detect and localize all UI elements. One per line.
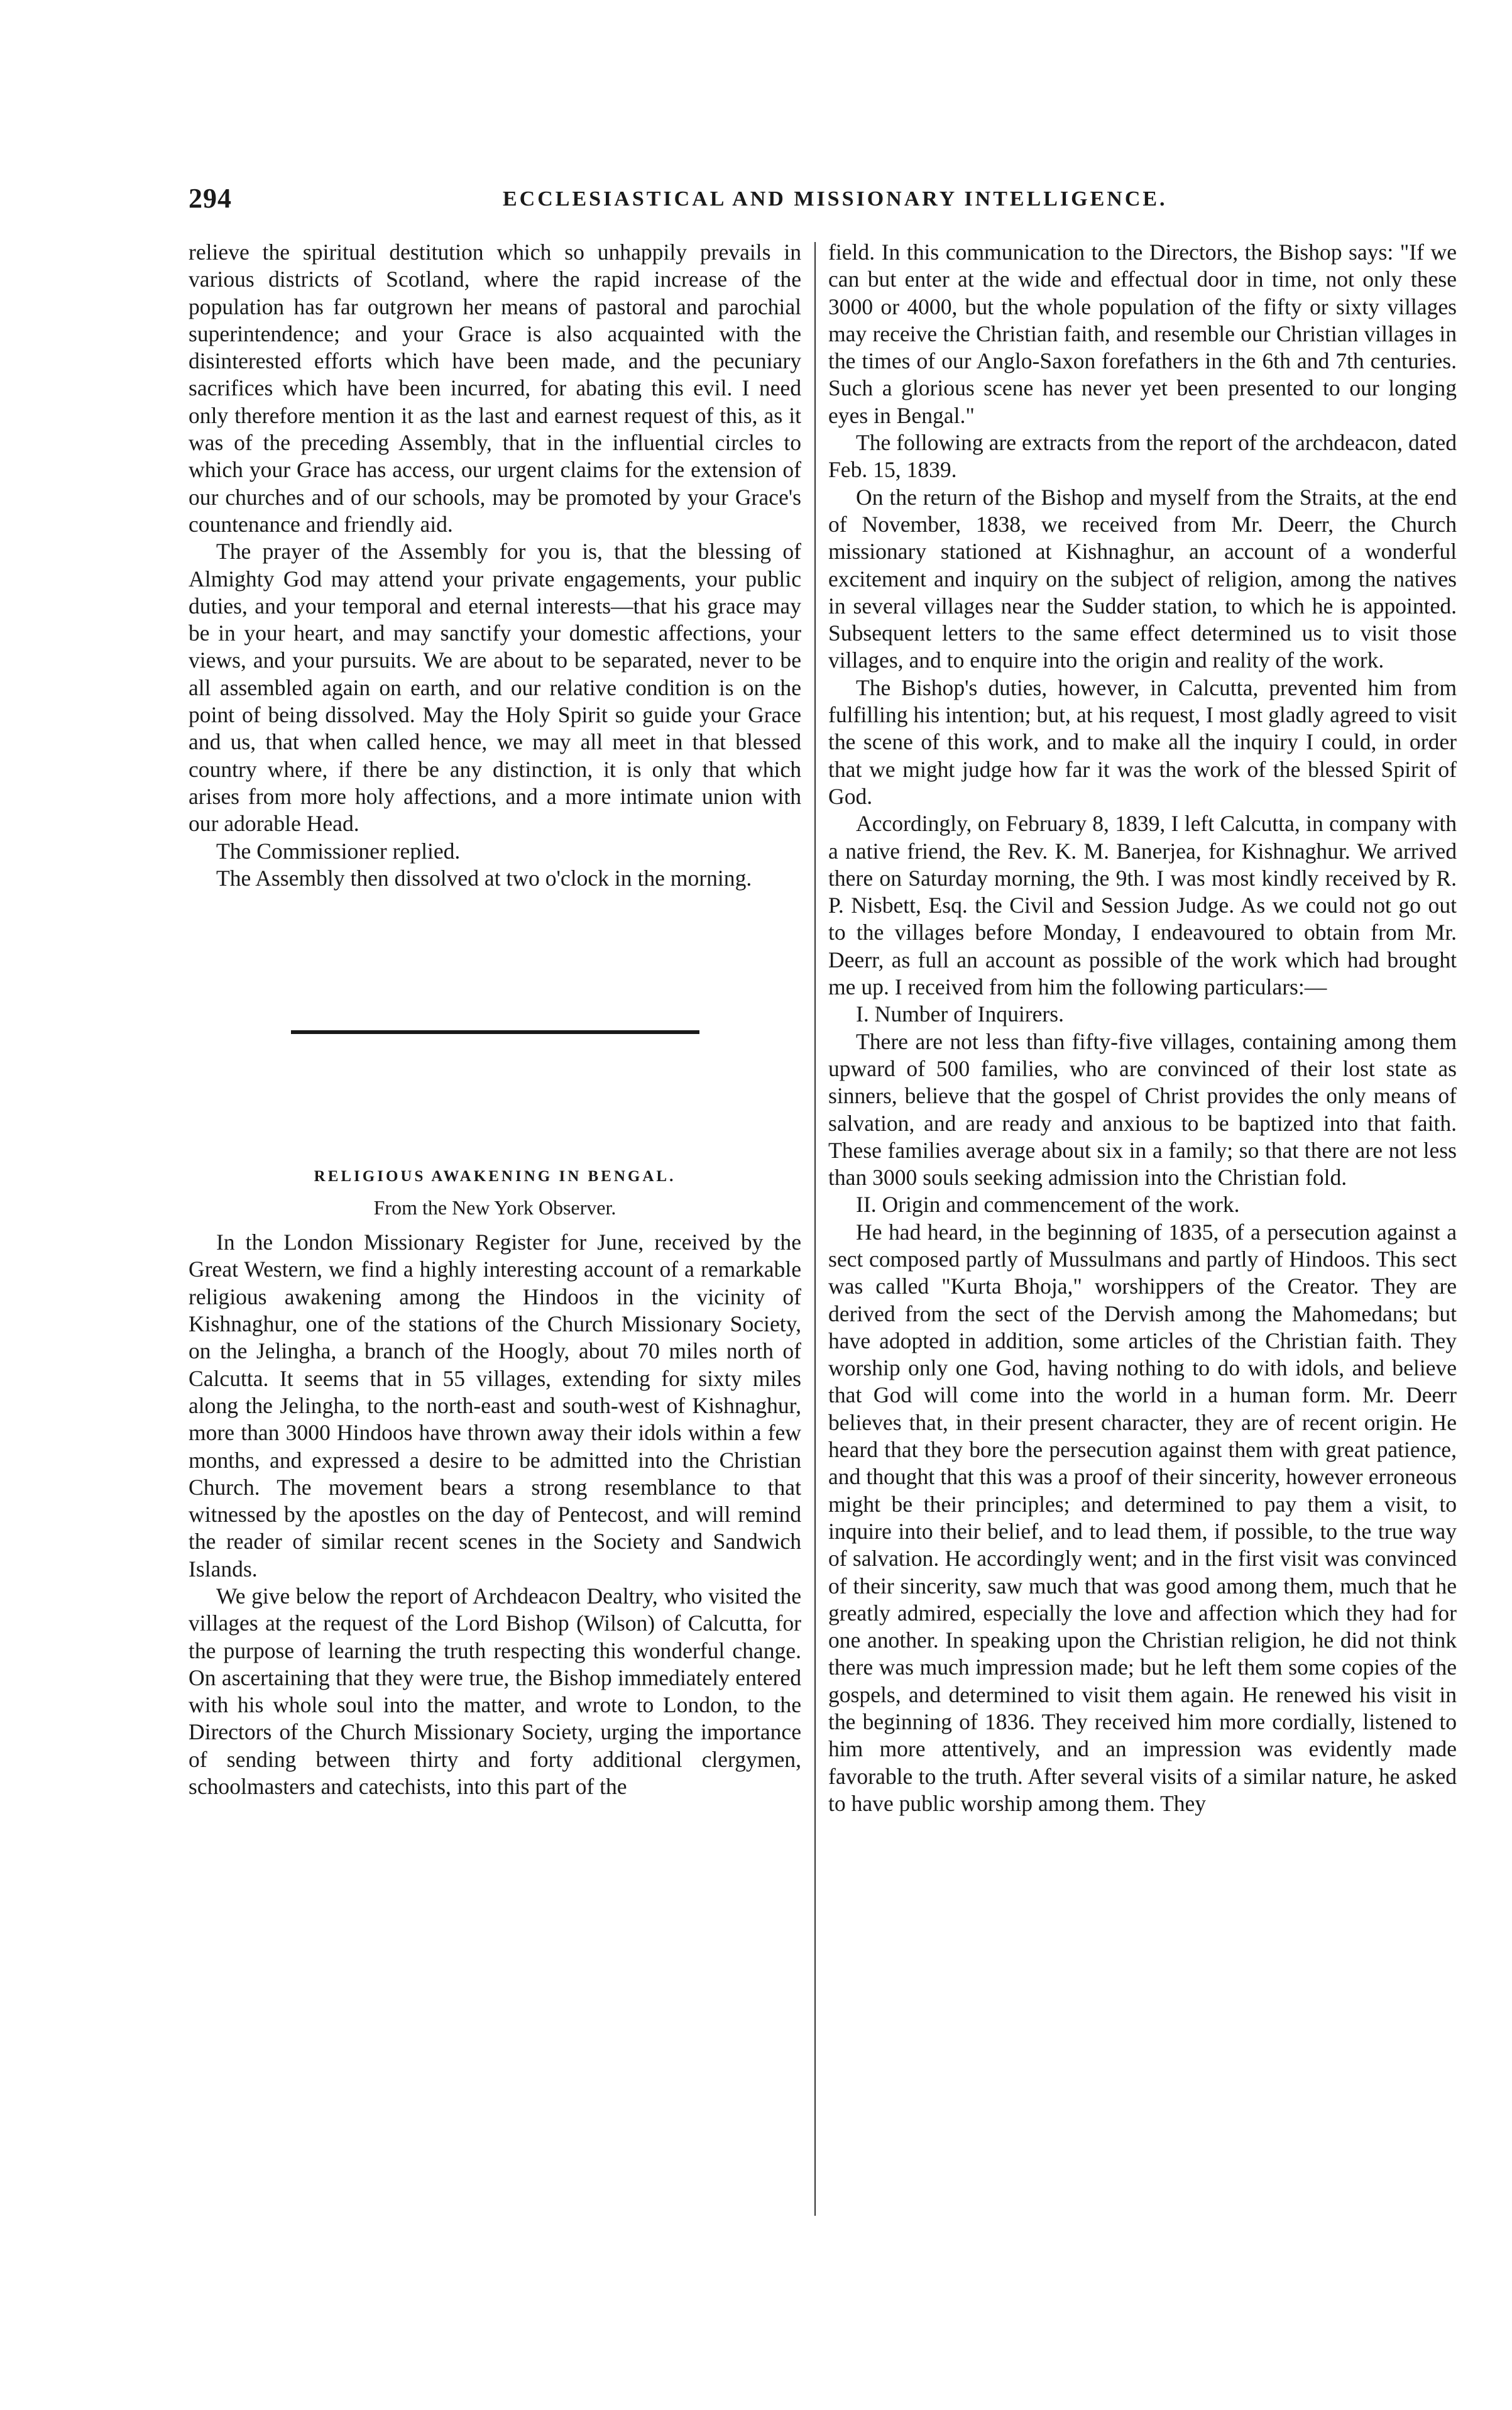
paragraph: The Assembly then dissolved at two o'clock in the morning. [216,865,752,891]
subheading: II. Origin and commencement of the work. [856,1192,1240,1218]
paragraph: In the London Missionary Register for June, received by the Great Western, we find a highly interesting account of a remarkable religious awakening among the Hindoos in the vicinity of Kishnaghur, one of the stations of the Church Missionary Society, on the Jelingha, a branch of the Hoogly, about 70 miles north of Calcutta. It seems that in 55 villages, extending for sixty miles along the Jelingha, to the north-east and south-west of Kishnaghur, more than 3000 Hindoos have thrown away their idols within a few months, and expressed a desire to be admitted into the Christian Church. The movement bears a strong resemblance to that witnessed by the apostles on the day of Pentecost, and will remind the reader of similar recent scenes in the Society and Sandwich Islands. [189,1230,801,1582]
page-number: 294 [189,183,232,214]
paragraph: There are not less than fifty-five villages, containing among them upward of 500 families, who are convinced of their lost state as sinners, believe that the gospel of Christ provides the only means of salvation, and are ready and anxious to be baptized into that faith. These families average about six in a family; so that there are not less than 3000 souls seeking admission into the Christian fold. [828,1028,1457,1191]
paragraph: On the return of the Bishop and myself from the Straits, at the end of November, 1838, we received from Mr. Deerr, the Church missionary stationed at Kishnaghur, an account of a wonderful excitement and inquiry on the subject of religion, among the natives in several villages near the Sudder station, to which he is appointed. Subsequent letters to the same effect determined us to visit those villages, and to enquire into the origin and reality of the work. [828,484,1457,673]
article-title: RELIGIOUS AWAKENING IN BENGAL. [314,1168,676,1186]
page-header [189,182,1461,220]
running-head: ECCLESIASTICAL AND MISSIONARY INTELLIGENCE. [503,187,1168,211]
paragraph: Accordingly, on February 8, 1839, I left Calcutta, in company with a native friend, the Rev. K. M. Banerjea, for Kishnaghur. We arrived there on Saturday morning, the 9th. I was most kindly received by R. P. Nisbett, Esq. the Civil and Session Judge. As we could not go out to the villages before Monday, I endeavoured to obtain from Mr. Deerr, as full an account as possible of the work which had brought me up. I received from him the following particulars:— [828,811,1457,1000]
paragraph: The prayer of the Assembly for you is, that the blessing of Almighty God may attend your private engagements, your public duties, and your temporal and eternal interests—that his grace may be in your heart, and may sanctify your domestic affections, your views, and your pursuits. We are about to be separated, never to be all assembled again on earth, and our relative condition is on the point of being dissolved. May the Holy Spirit so guide your Grace and us, that when called hence, we may all meet in that blessed country where, if there be any distinction, it is only that which arises from more holy affections, and a more intimate union with our adorable Head. [189,539,801,837]
article-source: From the New York Observer. [373,1196,616,1219]
paragraph: We give below the report of Archdeacon Dealtry, who visited the villages at the request of the Lord Bishop (Wilson) of Calcutta, for the purpose of learning the truth respecting this wonderful change. On ascertaining that they were true, the Bishop immediately entered with his whole soul into the matter, and wrote to London, to the Directors of the Church Missionary Society, urging the importance of sending between thirty and forty additional clergymen, schoolmasters and catechists, into this part of the [189,1583,801,1800]
paragraph: field. In this communication to the Directors, the Bishop says: "If we can but enter at the wide and effectual door in time, not only these 3000 or 4000, but the whole population of the fifty or sixty villages may receive the Christian faith, and resemble our Christian villages in the times of our Anglo-Saxon forefathers in the 6th and 7th centuries. Such a glorious scene has never yet been presented to our longing eyes in Bengal." [828,239,1457,428]
paragraph: The Bishop's duties, however, in Calcutta, prevented him from fulfilling his intention; but, at his request, I most gladly agreed to visit the scene of this work, and to make all the inquiry I could, in order that we might judge how far it was the work of the blessed Spirit of God. [828,674,1457,809]
right-column [828,239,1457,1817]
paragraph: The following are extracts from the report of the archdeacon, dated Feb. 15, 1839. [828,430,1457,483]
column-divider [814,242,816,2216]
left-column [189,239,801,1800]
section-divider [291,1030,699,1034]
paragraph: relieve the spiritual destitution which so unhappily prevails in various districts of Scotland, where the rapid increase of the population has far outgrown her means of pastoral and parochial superintendence; and your Grace is also acquainted with the disinterested efforts which have been made, and the pecuniary sacrifices which have been incurred, for abating this evil. I need only therefore mention it as the last and earnest request of this, as it was of the preceding Assembly, that in the influential circles to which your Grace has access, our urgent claims for the extension of our churches and of our schools, may be promoted by your Grace's countenance and friendly aid. [189,239,801,537]
subheading: I. Number of Inquirers. [856,1001,1064,1027]
paragraph: The Commissioner replied. [216,838,461,864]
paragraph: He had heard, in the beginning of 1835, of a persecution against a sect composed partly of Mussulmans and partly of Hindoos. This sect was called "Kurta Bhoja," worshippers of the Creator. They are derived from the sect of the Dervish among the Mahomedans; but have adopted in addition, some articles of the Christian faith. They worship only one God, having nothing to do with idols, and believe that God will come into the world in a human form. Mr. Deerr believes that, in their present character, they are of recent origin. He heard that they bore the persecution against them with great patience, and thought that this was a proof of their sincerity, however erroneous might be their principles; and determined to pay them a visit, to inquire into their belief, and to lead them, if possible, to the true way of salvation. He accordingly went; and in the first visit was convinced of their sincerity, saw much that was good among them, much that he greatly admired, especially the love and affection which they had for one another. In speaking upon the Christian religion, he did not think there was much impression made; but he left them some copies of the gospels, and determined to visit them again. He renewed his visit in the beginning of 1836. They received him more cordially, listened to him more attentively, and an impression was evidently made favorable to the truth. After several visits of a similar nature, he asked to have public worship among them. They [828,1219,1457,1816]
